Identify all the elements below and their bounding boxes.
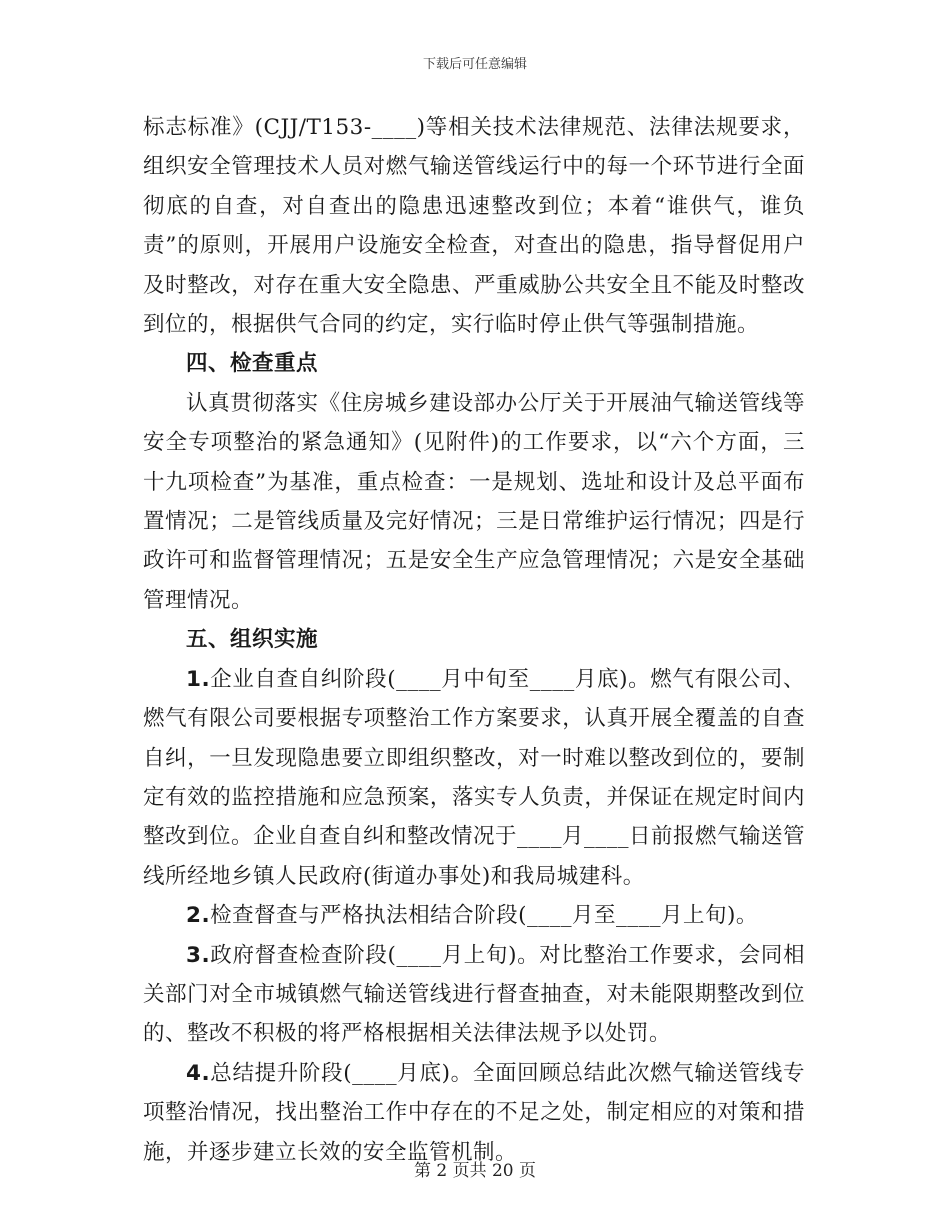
list-number: 3. xyxy=(186,942,211,968)
list-item-stage-2 xyxy=(143,896,805,935)
document-body xyxy=(143,108,805,1172)
list-number: 4. xyxy=(186,1060,211,1086)
list-item-text: 政府督查检查阶段(____月上旬)。对比整治工作要求，会同相关部门对全市城镇燃气输送管线进行督查抽查，对未能限期整改到位的、整改不积极的将严格根据相关法律法规予以处罚。 xyxy=(143,942,805,1047)
page-footer: 第 2 页共 20 页 xyxy=(413,1161,537,1181)
list-number: 1. xyxy=(186,666,211,692)
list-item-text: 企业自查自纠阶段(____月中旬至____月底)。燃气有限公司、燃气有限公司要根据专项整治工作方案要求，认真开展全覆盖的自查自纠，一旦发现隐患要立即组织整改，对一时难以整改到位的，要制定有效的监控措施和应急预案，落实专人负责，并保证在规定时间内整改到位。企业自查自纠和整改情况于____月____日前报燃气输送管线所经地乡镇人民政府(街道办事处)和我局城建科。 xyxy=(143,666,806,889)
section-heading-implementation: 五、组织实施 xyxy=(186,627,319,653)
list-item-stage-1 xyxy=(143,660,805,896)
list-item-text: 检查督查与严格执法相结合阶段(____月至____月上旬)。 xyxy=(210,903,758,929)
section-heading-inspection-focus: 四、检查重点 xyxy=(186,351,319,377)
page-header: 下载后可任意编辑 xyxy=(422,57,527,72)
paragraph-inspection-focus: 认真贯彻落实《住房城乡建设部办公厅关于开展油气输送管线等安全专项整治的紧急通知》(见附件)的工作要求，以“六个方面，三十九项检查”为基准，重点检查：一是规划、选址和设计及总平面布置情况；二是管线质量及完好情况；三是日常维护运行情况；四是行政许可和监督管理情况；五是安全生产应急管理情况；六是安全基础管理情况。 xyxy=(143,390,805,613)
paragraph-continued: 标志标准》(CJJ/T153-____)等相关技术法律规范、法律法规要求，组织安全管理技术人员对燃气输送管线运行中的每一个环节进行全面彻底的自查，对自查出的隐患迅速整改到位；本着“谁供气，谁负责”的原则，开展用户设施安全检查，对查出的隐患，指导督促用户及时整改，对存在重大安全隐患、严重威胁公共安全且不能及时整改到位的，根据供气合同的约定，实行临时停止供气等强制措施。 xyxy=(143,115,805,338)
list-item-stage-3 xyxy=(143,936,805,1054)
list-item-text: 总结提升阶段(____月底)。全面回顾总结此次燃气输送管线专项整治情况，找出整治工作中存在的不足之处，制定相应的对策和措施，并逐步建立长效的安全监管机制。 xyxy=(143,1060,805,1165)
list-item-stage-4 xyxy=(143,1054,805,1172)
list-number: 2. xyxy=(186,903,211,929)
